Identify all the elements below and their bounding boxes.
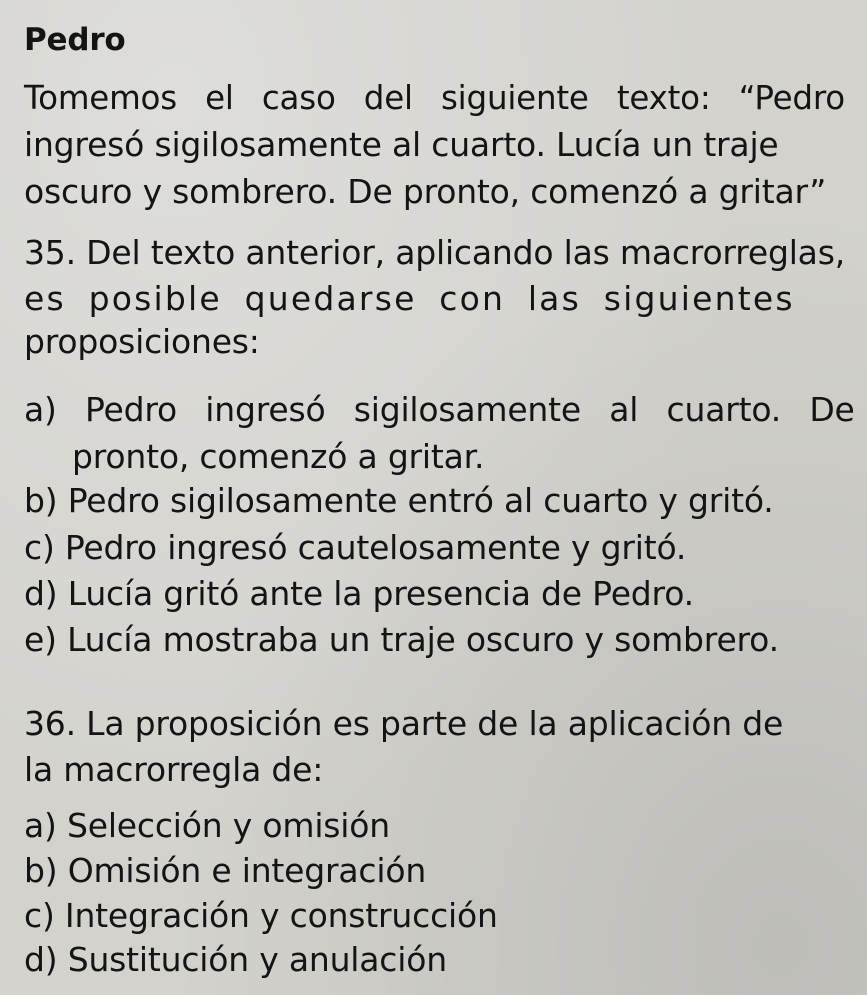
question-35-option-c: c) Pedro ingresó cautelosamente y gritó.	[24, 528, 687, 567]
question-36-option-a: a) Selección y omisión	[24, 806, 390, 845]
question-36-stem-line-1: 36. La proposición es parte de la aplicación de	[24, 704, 784, 743]
question-35-stem-line-1: 35. Del texto anterior, aplicando las macrorreglas,	[24, 233, 845, 272]
question-36-option-d: d) Sustitución y anulación	[24, 940, 447, 979]
question-36-option-c: c) Integración y construcción	[24, 896, 498, 935]
passage-line-1: Tomemos el caso del siguiente texto: “Pedro	[24, 79, 845, 117]
question-35-option-a-line-1: a) Pedro ingresó sigilosamente al cuarto. De	[24, 390, 855, 429]
question-35-stem-line-3: proposiciones:	[24, 322, 260, 361]
question-35-stem-line-2: es posible quedarse con las siguientes	[24, 279, 795, 318]
passage-line-2: ingresó sigilosamente al cuarto. Lucía un traje	[24, 125, 779, 164]
question-36-stem-line-2: la macrorregla de:	[24, 750, 324, 789]
question-35-option-a-line-2: pronto, comenzó a gritar.	[72, 437, 485, 476]
question-35-option-b: b) Pedro sigilosamente entró al cuarto y gritó.	[24, 481, 774, 520]
question-35-option-e: e) Lucía mostraba un traje oscuro y sombrero.	[24, 620, 779, 659]
passage-line-3: oscuro y sombrero. De pronto, comenzó a gritar”	[24, 172, 827, 211]
question-35-option-d: d) Lucía gritó ante la presencia de Pedro.	[24, 574, 694, 613]
question-36-option-b: b) Omisión e integración	[24, 851, 427, 890]
document-title: Pedro	[24, 22, 126, 58]
